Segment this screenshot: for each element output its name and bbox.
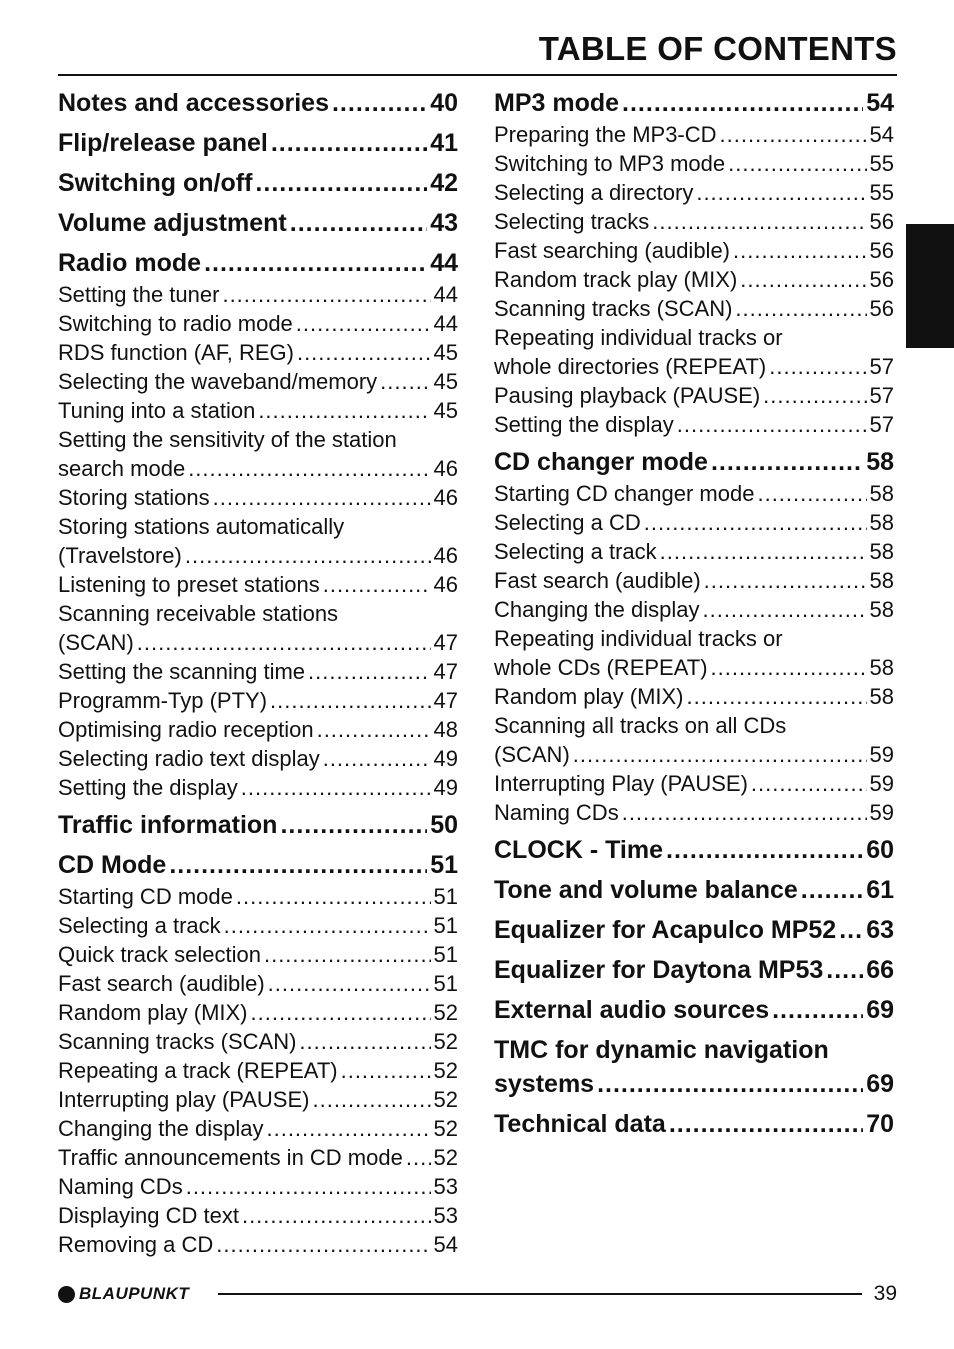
toc-subsection-entry[interactable] [494,352,894,381]
toc-entry-label: Pausing playback (PAUSE) [494,383,761,408]
toc-entry-label: Random play (MIX) [494,684,684,709]
dot-leader [251,998,431,1027]
toc-entry-label: Naming CDs [494,800,619,825]
toc-entry-label: Random track play (MIX) [494,267,738,292]
toc-subsection-entry[interactable] [494,120,894,149]
toc-page-number: 46 [433,572,458,597]
toc-entry-label: Storing stations automatically [58,514,345,539]
toc-page-number: 51 [430,851,458,879]
footer-divider [218,1293,862,1295]
toc-entry-label: (SCAN) [494,742,570,767]
toc-entry-label: Selecting a CD [494,510,641,535]
dot-leader [264,940,431,969]
toc-subsection-entry[interactable] [494,294,894,323]
toc-section-entry[interactable] [494,873,894,907]
toc-subsection-entry[interactable] [494,537,894,566]
dot-leader [186,1172,431,1201]
toc-subsection-entry[interactable] [58,1143,458,1172]
toc-subsection-entry[interactable] [58,1027,458,1056]
toc-subsection-entry[interactable] [494,381,894,410]
toc-entry-label: Selecting a track [58,913,221,938]
toc-entry-label: Traffic announcements in CD mode [58,1145,403,1170]
toc-page-number: 52 [433,1116,458,1141]
dot-leader [308,657,430,686]
toc-subsection-entry[interactable] [58,969,458,998]
toc-entry-label: Scanning tracks (SCAN) [494,296,733,321]
toc-page-number: 52 [433,1145,458,1170]
toc-page-number: 59 [869,800,894,825]
toc-entry-label: Scanning tracks (SCAN) [58,1029,297,1054]
toc-subsection-entry[interactable] [58,628,458,657]
toc-entry-label: Radio mode [58,249,202,277]
toc-subsection-entry[interactable] [494,566,894,595]
toc-subsection-entry[interactable] [58,882,458,911]
toc-subsection-entry[interactable] [58,309,458,338]
dot-leader [216,1230,430,1259]
dot-leader [241,773,431,802]
toc-page-number: 52 [433,1087,458,1112]
toc-entry-label: Fast searching (audible) [494,238,731,263]
toc-subsection-entry[interactable] [494,323,894,352]
page-number: 39 [873,1282,897,1305]
toc-subsection-entry[interactable] [58,280,458,309]
toc-page-number: 58 [869,597,894,622]
dot-leader [711,653,867,682]
dot-leader [801,873,863,907]
toc-page-number: 57 [869,383,894,408]
toc-section-entry[interactable] [494,993,894,1027]
toc-entry-label: Naming CDs [58,1174,183,1199]
toc-entry-label: Starting CD changer mode [494,481,755,506]
dot-leader [213,483,431,512]
toc-page-number: 49 [433,775,458,800]
toc-subsection-entry[interactable] [58,1172,458,1201]
toc-page-number: 47 [433,688,458,713]
toc-section-entry[interactable] [58,206,458,240]
toc-entry-label: TMC for dynamic navigation [494,1036,829,1064]
toc-page-number: 43 [430,209,458,237]
dot-leader [296,309,431,338]
toc-subsection-entry[interactable] [58,1201,458,1230]
dot-leader [323,744,431,773]
toc-entry-label: Traffic information [58,811,278,839]
toc-subsection-entry[interactable] [494,410,894,439]
toc-entry-label: Repeating a track (REPEAT) [58,1058,338,1083]
toc-page-number: 69 [866,996,894,1024]
dot-leader [687,682,867,711]
toc-entry-label: Displaying CD text [58,1203,239,1228]
toc-subsection-entry[interactable] [494,508,894,537]
dot-leader [137,628,431,657]
toc-page-number: 42 [430,169,458,197]
dot-leader [317,715,431,744]
toc-entry-label: Selecting a track [494,539,657,564]
toc-entry-label: Setting the tuner [58,282,220,307]
toc-page-number: 51 [433,942,458,967]
toc-page-number: 57 [869,412,894,437]
toc-page-number: 58 [869,510,894,535]
toc-page-number: 41 [430,129,458,157]
toc-page-number: 69 [866,1070,894,1098]
toc-section-entry[interactable] [58,848,458,882]
toc-entry-label: Changing the display [494,597,700,622]
toc-page-number: 70 [866,1110,894,1138]
toc-entry-label: Quick track selection [58,942,261,967]
toc-entry-label: Selecting a directory [494,180,694,205]
dot-leader [652,207,866,236]
toc-page-number: 66 [866,956,894,984]
dot-leader [204,246,427,280]
toc-subsection-entry[interactable] [494,798,894,827]
toc-subsection-entry[interactable] [494,653,894,682]
toc-entry-label: Listening to preset stations [58,572,320,597]
toc-subsection-entry[interactable] [494,236,894,265]
dot-leader [660,537,867,566]
toc-page-number: 60 [866,836,894,864]
dot-leader [185,541,431,570]
toc-entry-label: External audio sources [494,996,770,1024]
toc-page-number: 40 [430,89,458,117]
dot-leader [711,445,863,479]
dot-leader [271,126,427,160]
toc-section-entry[interactable] [58,808,458,842]
toc-subsection-entry[interactable] [58,454,458,483]
toc-section-entry[interactable] [58,166,458,200]
toc-entry-label: Setting the scanning time [58,659,306,684]
toc-page-number: 51 [433,913,458,938]
toc-entry-label: Programm-Typ (PTY) [58,688,268,713]
toc-subsection-entry[interactable] [494,479,894,508]
dot-leader [224,911,431,940]
dot-leader [297,338,431,367]
toc-subsection-entry[interactable] [58,744,458,773]
toc-entry-label: Flip/release panel [58,129,268,157]
toc-page-number: 55 [869,180,894,205]
toc-subsection-entry[interactable] [58,715,458,744]
dot-leader [341,1056,431,1085]
toc-page-number: 47 [433,630,458,655]
toc-page-number: 54 [433,1232,458,1257]
toc-entry-label: Optimising radio reception [58,717,314,742]
toc-entry-label: MP3 mode [494,89,620,117]
dot-leader [280,808,427,842]
dot-leader [757,479,866,508]
toc-section-entry[interactable] [494,86,894,120]
toc-page-number: 46 [433,456,458,481]
dot-leader [704,566,867,595]
toc-entry-label: Changing the display [58,1116,264,1141]
toc-subsection-entry[interactable] [494,769,894,798]
toc-entry-label: search mode [58,456,186,481]
toc-entry-label: Selecting radio text display [58,746,320,771]
toc-page-number: 57 [869,354,894,379]
toc-page-number: 56 [869,296,894,321]
toc-page-number: 58 [869,568,894,593]
toc-entry-label: Notes and accessories [58,89,329,117]
toc-entry-label: whole directories (REPEAT) [494,354,767,379]
dot-leader [255,166,427,200]
toc-subsection-entry[interactable] [494,265,894,294]
toc-subsection-entry[interactable] [58,1056,458,1085]
toc-entry-label: whole CDs (REPEAT) [494,655,708,680]
dot-leader [299,1027,430,1056]
toc-entry-label: Switching to radio mode [58,311,293,336]
toc-entry-label: Interrupting play (PAUSE) [58,1087,310,1112]
toc-subsection-entry[interactable] [494,624,894,653]
dot-leader [728,149,866,178]
toc-subsection-entry[interactable] [58,599,458,628]
toc-entry-label: Repeating individual tracks or [494,325,783,350]
toc-subsection-entry[interactable] [58,1230,458,1259]
toc-page-number: 52 [433,1000,458,1025]
toc-section-entry[interactable] [494,833,894,867]
dot-leader [740,265,866,294]
dot-leader [380,367,430,396]
dot-leader [720,120,867,149]
dot-leader [772,993,863,1027]
title-divider [58,74,897,76]
toc-page-number: 47 [433,659,458,684]
toc-page-number: 56 [869,209,894,234]
toc-entry-label: Setting the sensitivity of the station [58,427,397,452]
dot-leader [222,280,430,309]
toc-entry-label: Setting the display [494,412,674,437]
toc-page-number: 48 [433,717,458,742]
toc-section-entry[interactable] [494,1067,894,1101]
toc-section-entry[interactable] [58,126,458,160]
dot-leader [266,1114,430,1143]
toc-entry-label: Random play (MIX) [58,1000,248,1025]
dot-leader [270,686,430,715]
toc-entry-label: Storing stations [58,485,210,510]
toc-page-number: 44 [430,249,458,277]
toc-page-number: 44 [433,311,458,336]
brand-wordmark: BLAUPUNKT [79,1284,190,1303]
toc-page-number: 50 [430,811,458,839]
toc-page-number: 56 [869,267,894,292]
toc-subsection-entry[interactable] [494,711,894,740]
dot-leader [769,352,866,381]
toc-entry-label: Selecting the waveband/memory [58,369,378,394]
toc-subsection-entry[interactable] [58,1085,458,1114]
dot-leader [696,178,866,207]
dot-leader [268,969,431,998]
toc-subsection-entry[interactable] [58,338,458,367]
toc-section-entry[interactable] [494,1107,894,1141]
section-tab-marker [906,224,954,348]
dot-leader [622,798,867,827]
dot-leader [188,454,430,483]
dot-leader [597,1067,863,1101]
toc-section-entry[interactable] [494,1033,894,1067]
toc-section-entry[interactable] [58,86,458,120]
toc-page-number: 53 [433,1174,458,1199]
dot-leader [406,1143,431,1172]
toc-section-entry[interactable] [494,445,894,479]
toc-page-number: 52 [433,1058,458,1083]
dot-leader [323,570,431,599]
toc-right-column [494,86,894,1141]
toc-entry-label: Removing a CD [58,1232,214,1257]
page-title: TABLE OF CONTENTS [538,30,897,67]
toc-subsection-entry[interactable] [58,541,458,570]
toc-page-number: 58 [869,481,894,506]
dot-leader [666,833,863,867]
toc-subsection-entry[interactable] [494,207,894,236]
toc-entry-label: Interrupting Play (PAUSE) [494,771,748,796]
dot-leader [751,769,867,798]
toc-page-number: 45 [433,369,458,394]
dot-leader [573,740,867,769]
dot-leader [236,882,431,911]
toc-entry-label: Selecting tracks [494,209,650,234]
toc-page-number: 45 [433,340,458,365]
dot-leader [290,206,427,240]
dot-leader [702,595,866,624]
toc-subsection-entry[interactable] [58,911,458,940]
toc-entry-label: (SCAN) [58,630,134,655]
toc-entry-label: CD changer mode [494,448,708,476]
toc-page-number: 59 [869,771,894,796]
toc-subsection-entry[interactable] [58,396,458,425]
toc-subsection-entry[interactable] [58,367,458,396]
toc-entry-label: CLOCK - Time [494,836,663,864]
toc-subsection-entry[interactable] [58,425,458,454]
dot-leader [669,1107,863,1141]
toc-subsection-entry[interactable] [58,657,458,686]
toc-entry-label: Technical data [494,1110,666,1138]
dot-leader [332,86,427,120]
dot-leader [622,86,863,120]
toc-subsection-entry[interactable] [494,682,894,711]
toc-entry-label: Tuning into a station [58,398,256,423]
brand-logo [58,1284,189,1304]
toc-entry-label: Tone and volume balance [494,876,798,904]
toc-page-number: 53 [433,1203,458,1228]
toc-section-entry[interactable] [494,913,894,947]
toc-entry-label: RDS function (AF, REG) [58,340,294,365]
toc-page-number: 58 [869,539,894,564]
toc-entry-label: (Travelstore) [58,543,182,568]
toc-entry-label: Switching on/off [58,169,253,197]
toc-page-number: 61 [866,876,894,904]
toc-subsection-entry[interactable] [494,740,894,769]
toc-subsection-entry[interactable] [58,512,458,541]
toc-entry-label: systems [494,1070,595,1098]
toc-page-number: 44 [433,282,458,307]
toc-entry-label: CD Mode [58,851,167,879]
toc-entry-label: Volume adjustment [58,209,287,237]
dot-leader [312,1085,430,1114]
dot-leader [763,381,866,410]
logo-dot-icon [58,1286,75,1303]
toc-entry-label: Scanning all tracks on all CDs [494,713,787,738]
toc-subsection-entry[interactable] [58,483,458,512]
toc-page-number: 54 [869,122,894,147]
toc-page-number: 63 [866,916,894,944]
toc-section-entry[interactable] [58,246,458,280]
dot-leader [733,236,867,265]
dot-leader [242,1201,431,1230]
dot-leader [735,294,866,323]
toc-entry-label: Repeating individual tracks or [494,626,783,651]
toc-subsection-entry[interactable] [58,940,458,969]
toc-page-number: 46 [433,543,458,568]
dot-leader [169,848,427,882]
dot-leader [644,508,867,537]
toc-entry-label: Equalizer for Acapulco MP52 [494,916,837,944]
toc-subsection-entry[interactable] [58,686,458,715]
dot-leader [258,396,430,425]
toc-page-number: 58 [869,655,894,680]
toc-subsection-entry[interactable] [58,1114,458,1143]
toc-subsection-entry[interactable] [58,773,458,802]
toc-page-number: 45 [433,398,458,423]
toc-page-number: 46 [433,485,458,510]
toc-entry-label: Fast search (audible) [58,971,265,996]
toc-page-number: 49 [433,746,458,771]
toc-page-number: 54 [866,89,894,117]
toc-page-number: 58 [869,684,894,709]
toc-entry-label: Scanning receivable stations [58,601,339,626]
dot-leader [677,410,867,439]
toc-page-number: 51 [433,971,458,996]
toc-page-number: 58 [866,448,894,476]
toc-page-number: 55 [869,151,894,176]
toc-page-number: 56 [869,238,894,263]
toc-subsection-entry[interactable] [494,595,894,624]
dot-leader [839,913,863,947]
toc-left-column [58,86,458,1259]
toc-entry-label: Preparing the MP3-CD [494,122,717,147]
toc-page-number: 51 [433,884,458,909]
dot-leader [826,953,863,987]
toc-entry-label: Fast search (audible) [494,568,701,593]
toc-subsection-entry[interactable] [494,178,894,207]
toc-entry-label: Starting CD mode [58,884,233,909]
toc-section-entry[interactable] [494,953,894,987]
toc-page-number: 52 [433,1029,458,1054]
toc-subsection-entry[interactable] [494,149,894,178]
toc-entry-label: Equalizer for Daytona MP53 [494,956,824,984]
toc-subsection-entry[interactable] [58,998,458,1027]
toc-page-number: 59 [869,742,894,767]
toc-entry-label: Switching to MP3 mode [494,151,726,176]
toc-subsection-entry[interactable] [58,570,458,599]
toc-entry-label: Setting the display [58,775,238,800]
